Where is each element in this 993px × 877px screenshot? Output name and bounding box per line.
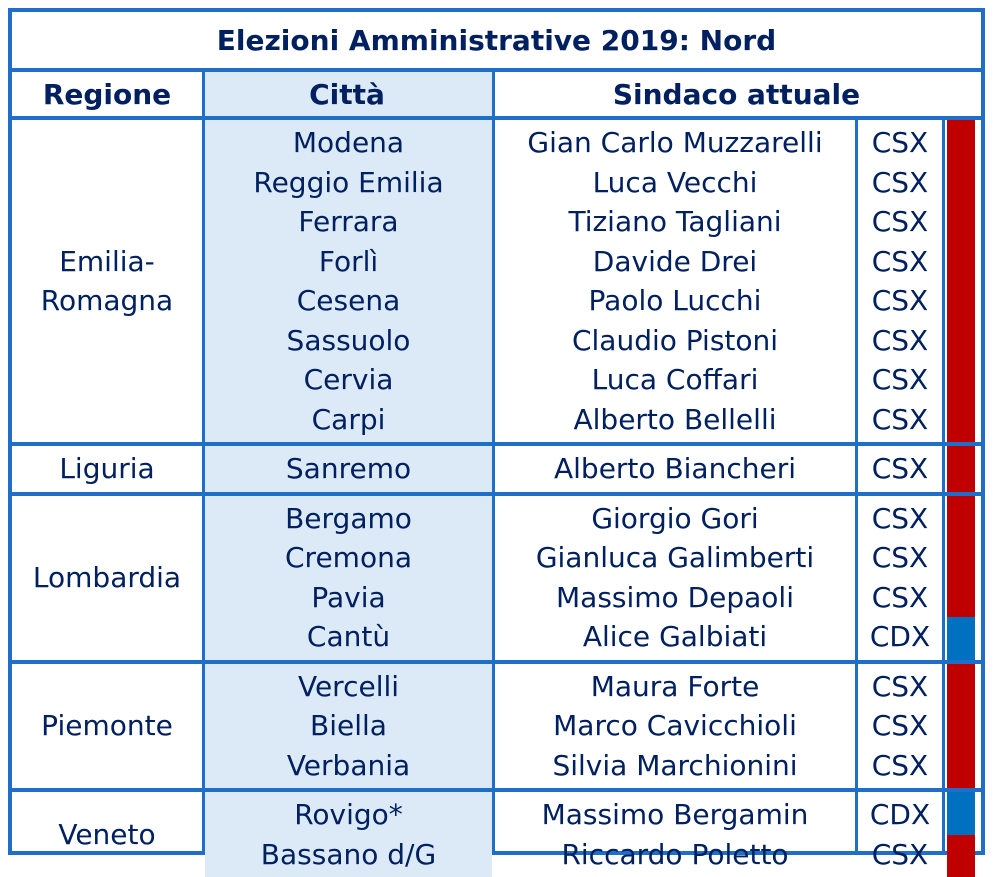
- mayor-cell: Alberto Biancheri: [495, 449, 855, 489]
- region-name-line: Liguria: [59, 449, 154, 488]
- city-cell: Carpi: [205, 400, 492, 440]
- mayor-cell: Paolo Lucchi: [495, 281, 855, 321]
- region-name: [12, 792, 202, 877]
- city-cell: Sassuolo: [205, 321, 492, 361]
- city-cell: Bassano d/G: [205, 835, 492, 875]
- mayor-cell: Massimo Depaoli: [495, 578, 855, 618]
- region-name-line: Piemonte: [41, 706, 173, 745]
- party-cell: CSX: [858, 538, 942, 578]
- party-color-bar: [947, 538, 975, 578]
- mayor-cell: Gianluca Galimberti: [495, 538, 855, 578]
- region-name: [12, 664, 202, 789]
- party-cell: CDX: [858, 795, 942, 835]
- region-name: [12, 446, 202, 492]
- region-name: [12, 120, 202, 442]
- header-sindaco: Sindaco attuale: [492, 72, 981, 116]
- party-color-bar: [947, 120, 975, 163]
- party-color-bar: [947, 835, 975, 877]
- city-cell: Pavia: [205, 578, 492, 618]
- party-color-bar: [947, 446, 975, 492]
- city-cell: Cremona: [205, 538, 492, 578]
- party-cell: CSX: [858, 400, 942, 440]
- city-cell: Bergamo: [205, 499, 492, 539]
- party-color-bar: [947, 360, 975, 400]
- mayor-cell: Silvia Marchionini: [495, 746, 855, 786]
- region-name-line: Lombardia: [33, 558, 181, 597]
- party-color-bar: [947, 792, 975, 835]
- party-cell: CSX: [858, 746, 942, 786]
- divider-mayor-party: [855, 116, 858, 851]
- party-cell: CSX: [858, 202, 942, 242]
- divider-region-city: [202, 72, 205, 851]
- mayor-cell: Giorgio Gori: [495, 499, 855, 539]
- party-color-bar: [947, 617, 975, 660]
- mayor-cell: Luca Coffari: [495, 360, 855, 400]
- party-color-bar: [947, 321, 975, 361]
- city-cell: Sanremo: [205, 449, 492, 489]
- party-color-bar: [947, 202, 975, 242]
- header-regione: Regione: [12, 72, 202, 116]
- header-citta: Città: [202, 72, 492, 116]
- table-title: Elezioni Amministrative 2019: Nord: [12, 12, 981, 72]
- party-cell: CSX: [858, 706, 942, 746]
- party-color-bar: [947, 746, 975, 789]
- party-cell: CSX: [858, 499, 942, 539]
- city-cell: Cesena: [205, 281, 492, 321]
- city-cell: Verbania: [205, 746, 492, 786]
- mayor-cell: Alberto Bellelli: [495, 400, 855, 440]
- party-cell: CSX: [858, 835, 942, 875]
- divider-party-bar: [942, 116, 945, 851]
- party-cell: CSX: [858, 242, 942, 282]
- party-cell: CSX: [858, 578, 942, 618]
- divider-city-mayor: [492, 72, 495, 851]
- region-name-line: Veneto: [58, 815, 155, 854]
- party-cell: CSX: [858, 163, 942, 203]
- mayor-cell: Davide Drei: [495, 242, 855, 282]
- party-color-bar: [947, 578, 975, 618]
- region-name-line: Romagna: [41, 281, 173, 320]
- mayor-cell: Massimo Bergamin: [495, 795, 855, 835]
- party-color-bar: [947, 400, 975, 443]
- party-color-bar: [947, 281, 975, 321]
- results-table: [8, 8, 985, 855]
- city-cell: Reggio Emilia: [205, 163, 492, 203]
- mayor-cell: Maura Forte: [495, 667, 855, 707]
- region-name-line: Emilia-: [59, 242, 155, 281]
- party-cell: CSX: [858, 449, 942, 489]
- party-color-bar: [947, 163, 975, 203]
- mayor-cell: Riccardo Poletto: [495, 835, 855, 875]
- mayor-cell: Claudio Pistoni: [495, 321, 855, 361]
- city-cell: Forlì: [205, 242, 492, 282]
- mayor-cell: Alice Galbiati: [495, 617, 855, 657]
- city-cell: Ferrara: [205, 202, 492, 242]
- region-name: [12, 496, 202, 660]
- mayor-cell: Luca Vecchi: [495, 163, 855, 203]
- party-color-bar: [947, 496, 975, 539]
- mayor-cell: Tiziano Tagliani: [495, 202, 855, 242]
- party-cell: CSX: [858, 281, 942, 321]
- mayor-cell: Marco Cavicchioli: [495, 706, 855, 746]
- city-cell: Biella: [205, 706, 492, 746]
- city-cell: Modena: [205, 123, 492, 163]
- party-cell: CSX: [858, 667, 942, 707]
- city-cell: Rovigo*: [205, 795, 492, 835]
- city-cell: Vercelli: [205, 667, 492, 707]
- party-color-bar: [947, 242, 975, 282]
- party-cell: CSX: [858, 360, 942, 400]
- party-cell: CSX: [858, 321, 942, 361]
- party-color-bar: [947, 706, 975, 746]
- mayor-cell: Gian Carlo Muzzarelli: [495, 123, 855, 163]
- party-color-bar: [947, 664, 975, 707]
- party-cell: CSX: [858, 123, 942, 163]
- city-cell: Cantù: [205, 617, 492, 657]
- party-cell: CDX: [858, 617, 942, 657]
- city-cell: Cervia: [205, 360, 492, 400]
